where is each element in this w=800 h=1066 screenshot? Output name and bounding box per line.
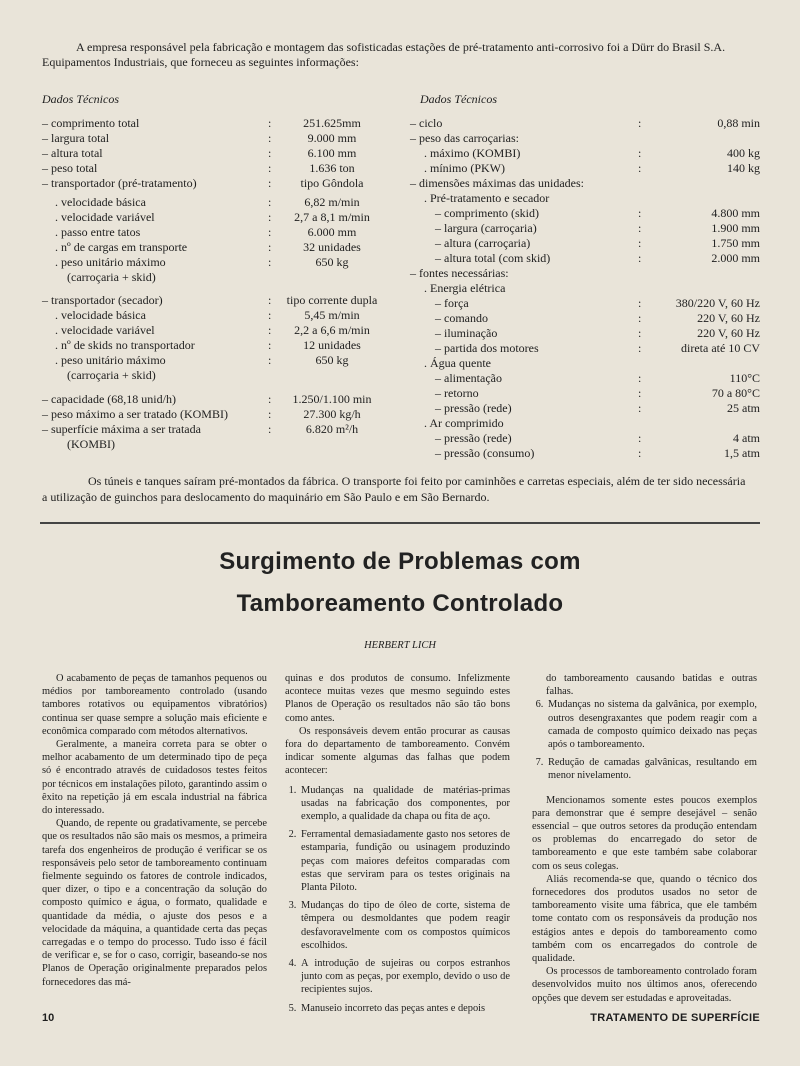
- failure-list-part2: [532, 698, 757, 782]
- spec-row: [410, 131, 760, 146]
- spec-label: – partida dos motores: [435, 341, 539, 355]
- spec-label: – pressão (rede): [435, 401, 512, 415]
- spec-colon: :: [268, 240, 272, 254]
- spec-label: . máximo (KOMBI): [424, 146, 521, 160]
- spec-row: [424, 146, 760, 161]
- spec-value: 650 kg: [315, 353, 349, 367]
- spec-row: [55, 353, 402, 368]
- spec-value: 5,45 m/min: [304, 308, 360, 322]
- spec-colon: :: [638, 311, 642, 325]
- spec-value: 220 V, 60 Hz: [697, 326, 760, 340]
- spec-colon: :: [268, 255, 272, 269]
- spec-label: – pressão (consumo): [435, 446, 535, 460]
- spec-colon: :: [638, 296, 642, 310]
- spec-colon: :: [268, 225, 272, 239]
- col1-paragraph: Geralmente, a maneira correta para se obter o melhor acabamento de um determinado tipo de peça só é encontrado através de cuidadosos testes feitos por técnicos em instalações piloto, garantindo assim o êxito na repetição já em escala industrial na fábrica do interessado.: [42, 739, 267, 817]
- spec-label: . mínimo (PKW): [424, 161, 505, 175]
- spec-label: – comprimento total: [42, 116, 140, 130]
- spec-value: 2.000 mm: [711, 251, 760, 265]
- list-item: 1. Mudanças na qualidade de matérias-primas usadas na fabricação dos componentes, por exemplo, a qualidade da chapa ou fita de aço.: [299, 784, 510, 824]
- spec-row: [424, 416, 760, 431]
- col1-paragraph: O acabamento de peças de tamanhos pequenos ou médios por tamboreamento controlado (usando tambores rotativos ou equipamentos vibratórios) continua ser quase sempre a solução mais eficiente e econômica comparado com métodos alternativos.: [42, 673, 267, 737]
- spec-value: 6.820 m²/h: [305, 422, 359, 436]
- col3-list-continuation: do tamboreamento causando batidas e outras falhas.: [546, 673, 757, 698]
- spec-row: [42, 407, 402, 422]
- spec-label: – iluminação: [435, 326, 498, 340]
- spec-value: 2,2 a 6,6 m/min: [294, 323, 370, 337]
- article-author: HERBERT LICH: [364, 640, 436, 651]
- section-divider: [40, 522, 760, 524]
- spec-colon: :: [268, 407, 272, 421]
- spec-colon: :: [638, 431, 642, 445]
- spec-row: [42, 176, 402, 191]
- article-column-2: [285, 672, 510, 1020]
- list-item: 6. Mudanças no sistema da galvânica, por exemplo, outros desengraxantes que podem reagir com a camada de composto químico deixado nas peças após o tamboreamento.: [546, 698, 757, 751]
- spec-label: . velocidade variável: [55, 210, 155, 224]
- spec-label: (carroçaria + skid): [67, 270, 156, 284]
- spec-label: – retorno: [435, 386, 479, 400]
- spec-value: 25 atm: [727, 401, 760, 415]
- spec-label: – dimensões máximas das unidades:: [410, 176, 584, 190]
- intro-paragraph: A empresa responsável pela fabricação e montagem das sofisticadas estações de pré-tratamento anti-corrosivo foi a Dürr do Brasil S.A. Equipamentos Industriais, que forneceu as seguintes informações:: [42, 40, 726, 69]
- spec-colon: :: [638, 116, 642, 130]
- spec-label: – alimentação: [435, 371, 502, 385]
- article-column-1: [42, 672, 267, 989]
- spec-label: – fontes necessárias:: [410, 266, 509, 280]
- spec-row: [435, 296, 760, 311]
- spec-row: [424, 356, 760, 371]
- spec-label: – transportador (pré-tratamento): [42, 176, 197, 190]
- spec-row: [435, 236, 760, 251]
- spec-row: [42, 293, 402, 308]
- spec-label: – ciclo: [410, 116, 443, 130]
- spec-value: 1.750 mm: [711, 236, 760, 250]
- spec-label: – força: [435, 296, 469, 310]
- spec-label: . Pré-tratamento e secador: [424, 191, 550, 205]
- spec-row: [55, 255, 402, 270]
- spec-value: 32 unidades: [303, 240, 361, 254]
- spec-row: [55, 323, 402, 338]
- spec-label: – capacidade (68,18 unid/h): [42, 392, 176, 406]
- spec-row: [42, 131, 402, 146]
- spec-value: 1.900 mm: [711, 221, 760, 235]
- list-item: 7. Redução de camadas galvânicas, resultando em menor nivelamento.: [546, 756, 757, 782]
- spec-value: 220 V, 60 Hz: [697, 311, 760, 325]
- spec-colon: :: [638, 206, 642, 220]
- spec-row: [435, 251, 760, 266]
- spec-value: direta até 10 CV: [681, 341, 760, 355]
- spec-row: [55, 338, 402, 353]
- spec-colon: :: [268, 210, 272, 224]
- spec-colon: :: [268, 422, 272, 436]
- spec-label: . peso unitário máximo: [55, 353, 166, 367]
- spec-value: 6,82 m/min: [304, 195, 360, 209]
- spec-value: 70 a 80°C: [711, 386, 760, 400]
- list-item: 4. A introdução de sujeiras ou corpos estranhos junto com as peças, por exemplo, devido o uso de recipientes sujos.: [299, 957, 510, 997]
- spec-row: [435, 386, 760, 401]
- spec-row: [435, 341, 760, 356]
- article-column-3: [532, 672, 757, 1005]
- spec-colon: :: [268, 195, 272, 209]
- list-item: 2. Ferramental demasiadamente gasto nos setores de estamparia, fundição ou usinagem produzindo peças com maiores defeitos comparadas com estas que serviram para os testes originais na Planta Piloto.: [299, 828, 510, 894]
- transport-note: Os túneis e tanques saíram pré-montados da fábrica. O transporte foi feito por caminhões e carretas especiais, além de ter sido necessária a utilização de guinchos para deslocamento do maquinário em São Paulo e em São Bernardo.: [42, 474, 746, 504]
- spec-colon: :: [638, 221, 642, 235]
- spec-label: – peso das carroçarias:: [410, 131, 519, 145]
- spec-row: [67, 368, 402, 383]
- specs-left-heading: Dados Técnicos: [42, 92, 119, 106]
- magazine-name: TRATAMENTO DE SUPERFÍCIE: [590, 1012, 760, 1024]
- spec-value: tipo corrente dupla: [286, 293, 378, 307]
- spec-row: [42, 422, 402, 437]
- spec-value: 12 unidades: [303, 338, 361, 352]
- spec-value: 251.625mm: [303, 116, 361, 130]
- spec-row: [55, 195, 402, 210]
- spec-label: – superfície máxima a ser tratada: [42, 422, 201, 436]
- page-number: 10: [42, 1012, 55, 1024]
- spec-label: – comprimento (skid): [435, 206, 539, 220]
- spec-label: – peso total: [42, 161, 98, 175]
- spec-row: [410, 176, 760, 191]
- spec-row: [410, 266, 760, 281]
- spec-colon: :: [268, 146, 272, 160]
- spec-row: [42, 146, 402, 161]
- list-item: 3. Mudanças do tipo de óleo de corte, sistema de têmpera ou desmoldantes que podem reagir desfavoravelmente com os compostos químicos escolhidos.: [299, 899, 510, 952]
- spec-row: [410, 116, 760, 131]
- spec-label: . Água quente: [424, 356, 491, 370]
- spec-colon: :: [638, 146, 642, 160]
- spec-value: 650 kg: [315, 255, 349, 269]
- spec-colon: :: [268, 131, 272, 145]
- specs-right-heading: Dados Técnicos: [420, 92, 497, 106]
- spec-colon: :: [268, 176, 272, 190]
- spec-colon: :: [638, 446, 642, 460]
- spec-colon: :: [638, 371, 642, 385]
- spec-label: . Ar comprimido: [424, 416, 504, 430]
- col3-paragraph: Aliás recomenda-se que, quando o técnico dos fornecedores dos produtos usados no setor de tamboreamento visite uma fábrica, que ele também tome contato com os responsáveis da produção nos estágios antes e depois do tamboreamento como também com os encarregados do controle de qualidade.: [532, 873, 757, 965]
- spec-row: [424, 191, 760, 206]
- spec-row: [42, 116, 402, 131]
- list-item: 5. Manuseio incorreto das peças antes e depois: [299, 1002, 510, 1015]
- spec-row: [435, 206, 760, 221]
- spec-row: [435, 221, 760, 236]
- article-title-line2: Tamboreamento Controlado: [236, 590, 564, 617]
- spec-colon: :: [268, 323, 272, 337]
- spec-value: 4.800 mm: [711, 206, 760, 220]
- spec-row: [55, 308, 402, 323]
- spec-label: (carroçaria + skid): [67, 368, 156, 382]
- spec-value: 2,7 a 8,1 m/min: [294, 210, 370, 224]
- spec-row: [67, 270, 402, 285]
- spec-row: [435, 401, 760, 416]
- spec-value: 1.636 ton: [309, 161, 355, 175]
- spec-colon: :: [638, 341, 642, 355]
- spec-value: tipo Gôndola: [300, 176, 364, 190]
- spec-value: 1.250/1.100 min: [292, 392, 372, 406]
- spec-colon: :: [268, 338, 272, 352]
- spec-label: – pressão (rede): [435, 431, 512, 445]
- spec-row: [42, 161, 402, 176]
- spec-colon: :: [638, 401, 642, 415]
- spec-label: – peso máximo a ser tratado (KOMBI): [42, 407, 228, 421]
- col2-paragraph: Os responsáveis devem então procurar as causas fora do departamento de tamboreamento. Convém indicar somente algumas das falhas que podem acontecer:: [285, 725, 510, 777]
- spec-colon: :: [638, 161, 642, 175]
- spec-label: (KOMBI): [67, 437, 115, 451]
- spec-value: 27.300 kg/h: [303, 407, 361, 421]
- failure-list-part1: [285, 784, 510, 1015]
- spec-value: 0,88 min: [717, 116, 760, 130]
- spec-colon: :: [268, 116, 272, 130]
- spec-row: [435, 446, 760, 461]
- spec-value: 1,5 atm: [724, 446, 760, 460]
- spec-label: – transportador (secador): [42, 293, 163, 307]
- spec-label: – largura total: [42, 131, 110, 145]
- spec-value: 6.100 mm: [307, 146, 357, 160]
- spec-row: [424, 281, 760, 296]
- spec-value: 4 atm: [733, 431, 760, 445]
- spec-colon: :: [638, 251, 642, 265]
- spec-value: 6.000 mm: [307, 225, 357, 239]
- col3-paragraph: Mencionamos somente estes poucos exemplos para demonstrar que é sempre desejável – senão essencial – que outros setores da produção entendam os problemas do encarregado do setor de tamboreamento e que este também sabe colaborar com os seus colegas.: [532, 794, 757, 872]
- spec-label: . passo entre tatos: [55, 225, 141, 239]
- spec-colon: :: [268, 353, 272, 367]
- spec-label: . nº de skids no transportador: [55, 338, 195, 352]
- spec-colon: :: [268, 392, 272, 406]
- spec-value: 400 kg: [727, 146, 760, 160]
- spec-label: . velocidade básica: [55, 308, 146, 322]
- spec-label: . nº de cargas em transporte: [55, 240, 188, 254]
- spec-label: – altura total: [42, 146, 103, 160]
- col2-paragraph: quinas e dos produtos de consumo. Infelizmente acontece muitas vezes que mesmo seguindo estes Planos de Operação os resultados não são tão bons como antes.: [285, 673, 510, 724]
- spec-row: [42, 392, 402, 407]
- spec-colon: :: [638, 326, 642, 340]
- spec-label: – comando: [435, 311, 488, 325]
- spec-row: [435, 311, 760, 326]
- spec-row: [424, 161, 760, 176]
- spec-colon: :: [638, 386, 642, 400]
- spec-colon: :: [268, 308, 272, 322]
- spec-row: [55, 210, 402, 225]
- spec-label: . velocidade variável: [55, 323, 155, 337]
- spec-colon: :: [268, 293, 272, 307]
- spec-label: – largura (carroçaria): [435, 221, 537, 235]
- article-title-line1: Surgimento de Problemas com: [219, 548, 581, 575]
- col1-paragraph: Quando, de repente ou gradativamente, se percebe que os resultados não são mais os mesmos, a primeira tarefa dos engenheiros de produção é verificar se os responsáveis pelo setor de tamboreamento continuam fielmente seguindo os fatores de controle indicados, quer dizer, o tipo e a concentração da solução do composto químico e água, o formato, qualidade e quantidade da média, o ajuste dos pesos e a velocidade da máquina, a quantidade certa das peças carregadas e o tempo do processo. Tudo isso é fácil de verificar e, se for o caso, corrigir, baseando-se nos Planos de Operação originalmente preparados pelos fornecedores das má-: [42, 818, 267, 988]
- spec-row: [435, 431, 760, 446]
- spec-value: 380/220 V, 60 Hz: [675, 296, 760, 310]
- spec-value: 140 kg: [727, 161, 760, 175]
- spec-row: [55, 240, 402, 255]
- spec-label: – altura (carroçaria): [435, 236, 531, 250]
- spec-label: – altura total (com skid): [435, 251, 551, 265]
- spec-value: 9.000 mm: [307, 131, 357, 145]
- spec-colon: :: [638, 236, 642, 250]
- spec-label: . velocidade básica: [55, 195, 146, 209]
- spec-colon: :: [268, 161, 272, 175]
- spec-row: [67, 437, 402, 452]
- spec-value: 110°C: [729, 371, 760, 385]
- col3-paragraph: Os processos de tamboreamento controlado foram desenvolvidos muito nos últimos anos, oferecendo opções que devem ser estudadas e aproveitadas.: [532, 966, 757, 1004]
- spec-row: [435, 326, 760, 341]
- spec-row: [435, 371, 760, 386]
- spec-label: . peso unitário máximo: [55, 255, 166, 269]
- spec-label: . Energia elétrica: [424, 281, 506, 295]
- spec-row: [55, 225, 402, 240]
